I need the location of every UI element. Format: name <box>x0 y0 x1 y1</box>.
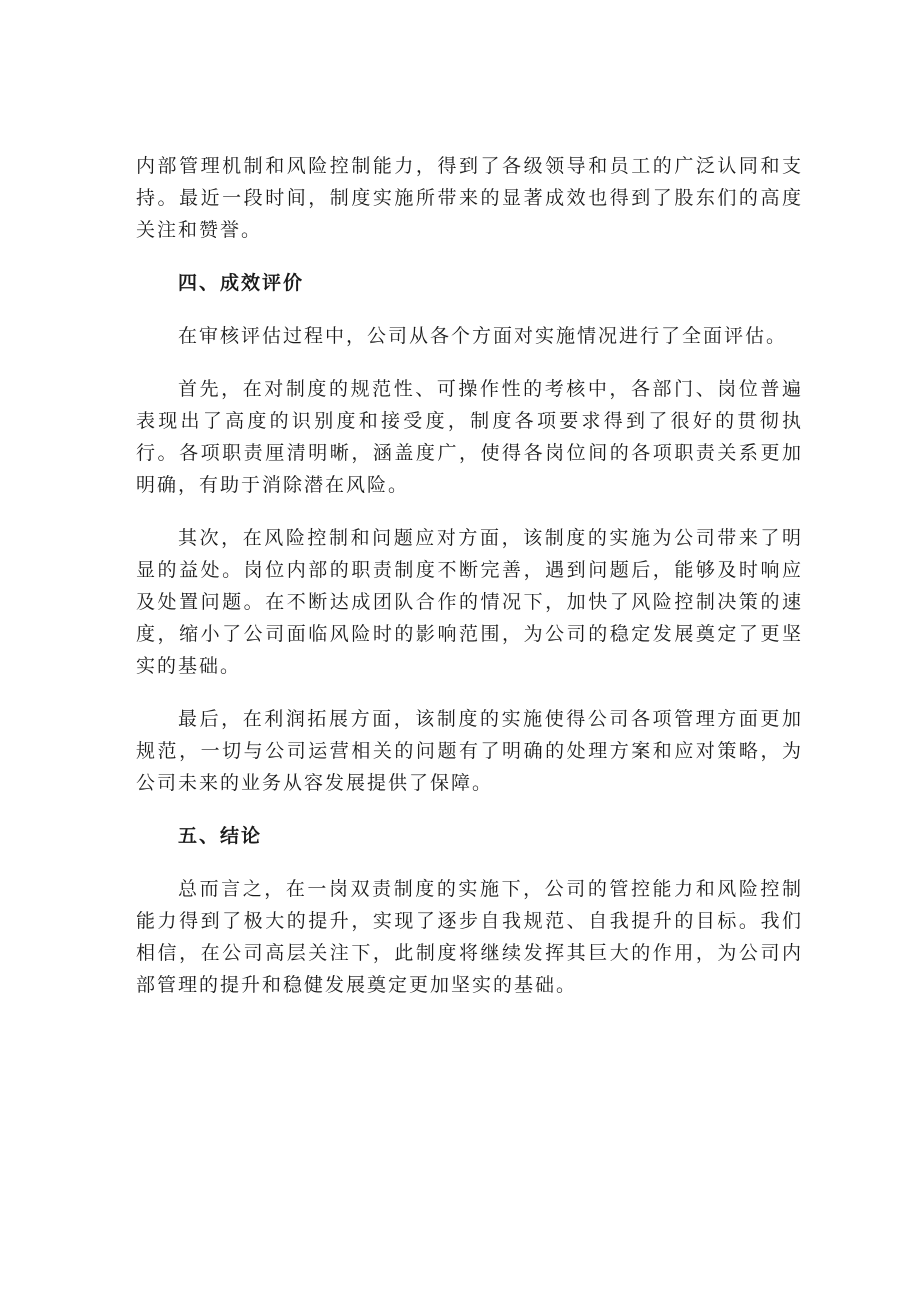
document-page <box>136 150 803 1022</box>
paragraph-review-intro: 在审核评估过程中，公司从各个方面对实施情况进行了全面评估。 <box>178 325 788 347</box>
paragraph-last: 最后，在利润拓展方面，该制度的实施使得公司各项管理方面更加规范，一切与公司运营相关的问题有了明确的处理方案和应对策略，为公司未来的业务从容发展提供了保障。 <box>136 708 803 794</box>
section-heading-conclusion: 五、结论 <box>178 825 263 847</box>
paragraph-first: 首先，在对制度的规范性、可操作性的考核中，各部门、岗位普遍表现出了高度的识别度和接受度，制度各项要求得到了很好的贯彻执行。各项职责厘清明晰，涵盖度广，使得各岗位间的各项职责关系更加明确，有助于消除潜在风险。 <box>136 378 803 496</box>
section-heading-evaluation: 四、成效评价 <box>178 272 305 294</box>
paragraph-continued: 内部管理机制和风险控制能力，得到了各级领导和员工的广泛认同和支持。最近一段时间，制度实施所带来的显著成效也得到了股东们的高度关注和赞誉。 <box>136 155 803 241</box>
paragraph-second: 其次，在风险控制和问题应对方面，该制度的实施为公司带来了明显的益处。岗位内部的职责制度不断完善，遇到问题后，能够及时响应及处置问题。在不断达成团队合作的情况下，加快了风险控制决策的速度，缩小了公司面临风险时的影响范围，为公司的稳定发展奠定了更坚实的基础。 <box>136 527 803 677</box>
paragraph-conclusion: 总而言之，在一岗双责制度的实施下，公司的管控能力和风险控制能力得到了极大的提升，实现了逐步自我规范、自我提升的目标。我们相信，在公司高层关注下，此制度将继续发挥其巨大的作用，为公司内部管理的提升和稳健发展奠定更加坚实的基础。 <box>136 878 803 996</box>
